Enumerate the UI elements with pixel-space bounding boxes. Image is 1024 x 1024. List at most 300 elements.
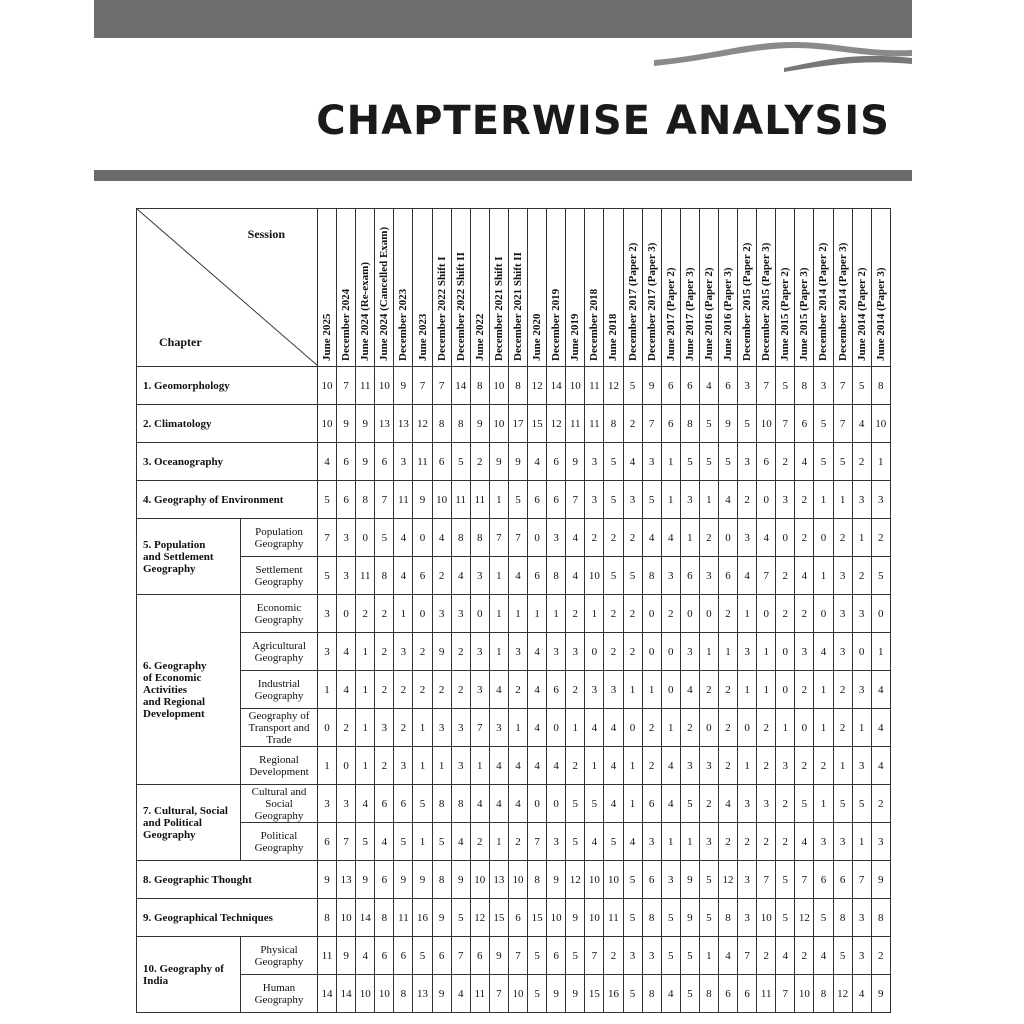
table-cell: 4: [470, 785, 489, 823]
table-cell: 8: [814, 975, 833, 1013]
table-cell: 3: [738, 633, 757, 671]
table-cell: 9: [356, 861, 375, 899]
session-header: [661, 209, 680, 367]
table-cell: 16: [413, 899, 432, 937]
table-cell: 4: [528, 633, 547, 671]
session-header-label: June 2018: [607, 313, 620, 361]
table-cell: 9: [432, 975, 451, 1013]
table-cell: 1: [394, 595, 413, 633]
table-cell: 2: [508, 823, 527, 861]
table-cell: 3: [852, 747, 871, 785]
table-cell: 8: [451, 785, 470, 823]
table-cell: 8: [642, 899, 661, 937]
table-cell: 7: [566, 481, 585, 519]
session-header: [585, 209, 604, 367]
table-cell: 10: [375, 367, 394, 405]
table-cell: 2: [604, 633, 623, 671]
table-cell: 0: [757, 481, 776, 519]
table-cell: 6: [680, 557, 699, 595]
table-cell: 2: [375, 595, 394, 633]
table-cell: 1: [661, 443, 680, 481]
table-cell: 3: [795, 633, 814, 671]
table-cell: 1: [356, 633, 375, 671]
table-cell: 1: [680, 823, 699, 861]
table-cell: 4: [604, 747, 623, 785]
table-cell: 3: [852, 481, 871, 519]
table-cell: 10: [318, 367, 337, 405]
table-cell: 2: [337, 709, 356, 747]
table-cell: 1: [508, 595, 527, 633]
session-header: [470, 209, 489, 367]
table-cell: 7: [833, 405, 852, 443]
table-cell: 6: [680, 367, 699, 405]
table-cell: 5: [738, 405, 757, 443]
table-cell: 6: [394, 785, 413, 823]
table-cell: 5: [528, 937, 547, 975]
table-cell: 4: [508, 747, 527, 785]
table-cell: 2: [508, 671, 527, 709]
table-cell: 1: [699, 481, 718, 519]
session-header-label: June 2016 (Paper 3): [722, 267, 735, 361]
table-cell: 5: [623, 975, 642, 1013]
table-cell: 11: [394, 899, 413, 937]
table-cell: 4: [718, 785, 737, 823]
table-cell: 8: [508, 367, 527, 405]
table-cell: 7: [318, 519, 337, 557]
table-cell: 5: [604, 443, 623, 481]
session-header-label: June 2024 (Cancelled Exam): [378, 226, 391, 361]
table-cell: 2: [718, 595, 737, 633]
table-cell: 11: [470, 975, 489, 1013]
table-row: [137, 443, 891, 481]
table-cell: 0: [776, 519, 795, 557]
table-cell: 5: [699, 861, 718, 899]
table-cell: 10: [489, 405, 508, 443]
table-row: [137, 709, 891, 747]
table-cell: 11: [356, 367, 375, 405]
table-cell: 11: [566, 405, 585, 443]
table-cell: 3: [852, 671, 871, 709]
table-cell: 4: [871, 747, 890, 785]
table-cell: 3: [699, 557, 718, 595]
table-cell: 8: [451, 519, 470, 557]
table-cell: 6: [547, 671, 566, 709]
table-cell: 10: [795, 975, 814, 1013]
table-cell: 2: [413, 671, 432, 709]
table-cell: 7: [489, 519, 508, 557]
subchapter-name: Regional Development: [241, 747, 318, 785]
table-cell: 5: [718, 443, 737, 481]
table-cell: 9: [566, 899, 585, 937]
table-cell: 4: [604, 709, 623, 747]
session-header: [394, 209, 413, 367]
table-cell: 3: [642, 443, 661, 481]
chapter-name: 2. Climatology: [137, 405, 318, 443]
table-cell: 5: [680, 443, 699, 481]
table-cell: 9: [508, 443, 527, 481]
table-cell: 2: [585, 519, 604, 557]
table-cell: 1: [814, 709, 833, 747]
table-row: [137, 861, 891, 899]
table-cell: 6: [718, 557, 737, 595]
table-cell: 5: [451, 899, 470, 937]
table-cell: 7: [413, 367, 432, 405]
table-row: [137, 405, 891, 443]
table-cell: 9: [432, 633, 451, 671]
table-cell: 6: [337, 443, 356, 481]
table-cell: 4: [566, 557, 585, 595]
table-cell: 9: [413, 861, 432, 899]
table-cell: 7: [375, 481, 394, 519]
table-row: [137, 367, 891, 405]
table-cell: 7: [795, 861, 814, 899]
table-cell: 5: [432, 823, 451, 861]
subchapter-name: Industrial Geography: [241, 671, 318, 709]
table-cell: 7: [470, 709, 489, 747]
table-cell: 6: [718, 975, 737, 1013]
table-cell: 1: [356, 671, 375, 709]
table-cell: 2: [470, 443, 489, 481]
table-cell: 3: [642, 937, 661, 975]
table-cell: 2: [871, 785, 890, 823]
session-header: [871, 209, 890, 367]
table-cell: 1: [489, 633, 508, 671]
table-cell: 2: [623, 633, 642, 671]
table-cell: 6: [318, 823, 337, 861]
table-cell: 7: [757, 367, 776, 405]
table-cell: 2: [718, 709, 737, 747]
table-cell: 2: [699, 671, 718, 709]
table-cell: 9: [718, 405, 737, 443]
table-cell: 3: [699, 823, 718, 861]
table-cell: 5: [566, 937, 585, 975]
table-cell: 8: [432, 405, 451, 443]
table-cell: 6: [375, 861, 394, 899]
table-cell: 5: [318, 481, 337, 519]
table-cell: 6: [508, 899, 527, 937]
chapterwise-analysis-table: [136, 208, 891, 1013]
table-cell: 4: [776, 937, 795, 975]
table-cell: 5: [871, 557, 890, 595]
table-cell: 2: [604, 937, 623, 975]
table-cell: 2: [795, 519, 814, 557]
table-cell: 1: [623, 785, 642, 823]
table-row: [137, 747, 891, 785]
table-cell: 5: [680, 785, 699, 823]
table-cell: 5: [776, 367, 795, 405]
subchapter-name: Physical Geography: [241, 937, 318, 975]
table-cell: 1: [814, 557, 833, 595]
table-cell: 7: [833, 367, 852, 405]
session-header: [642, 209, 661, 367]
table-cell: 0: [814, 595, 833, 633]
table-cell: 5: [375, 519, 394, 557]
table-cell: 3: [489, 709, 508, 747]
table-cell: 10: [508, 861, 527, 899]
table-cell: 3: [852, 937, 871, 975]
table-cell: 1: [508, 709, 527, 747]
table-cell: 6: [833, 861, 852, 899]
table-cell: 4: [661, 747, 680, 785]
table-cell: 2: [795, 747, 814, 785]
table-cell: 5: [451, 443, 470, 481]
table-cell: 4: [489, 785, 508, 823]
table-cell: 4: [661, 519, 680, 557]
table-cell: 0: [547, 709, 566, 747]
table-cell: 6: [642, 785, 661, 823]
table-row: [137, 823, 891, 861]
table-cell: 3: [337, 519, 356, 557]
table-cell: 0: [661, 671, 680, 709]
table-cell: 6: [528, 481, 547, 519]
table-cell: 12: [718, 861, 737, 899]
table-cell: 5: [318, 557, 337, 595]
table-cell: 1: [738, 747, 757, 785]
table-cell: 4: [757, 519, 776, 557]
table-cell: 9: [451, 861, 470, 899]
table-cell: 3: [318, 595, 337, 633]
table-cell: 5: [661, 899, 680, 937]
table-cell: 6: [413, 557, 432, 595]
table-cell: 2: [738, 823, 757, 861]
table-cell: 1: [757, 633, 776, 671]
table-cell: 1: [661, 481, 680, 519]
table-cell: 2: [776, 785, 795, 823]
table-cell: 1: [871, 633, 890, 671]
table-cell: 12: [413, 405, 432, 443]
table-cell: 0: [738, 709, 757, 747]
table-row: [137, 785, 891, 823]
table-cell: 12: [528, 367, 547, 405]
session-header: [413, 209, 432, 367]
table-cell: 2: [432, 557, 451, 595]
table-cell: 3: [375, 709, 394, 747]
table-cell: 0: [852, 633, 871, 671]
table-cell: 6: [814, 861, 833, 899]
table-cell: 7: [757, 557, 776, 595]
table-cell: 1: [661, 709, 680, 747]
table-cell: 7: [451, 937, 470, 975]
table-cell: 1: [489, 557, 508, 595]
table-cell: 8: [318, 899, 337, 937]
table-cell: 12: [566, 861, 585, 899]
table-row: [137, 633, 891, 671]
table-cell: 13: [337, 861, 356, 899]
table-cell: 4: [318, 443, 337, 481]
table-cell: 5: [585, 785, 604, 823]
table-cell: 5: [566, 823, 585, 861]
chapter-label: Chapter: [159, 335, 202, 349]
table-cell: 4: [489, 747, 508, 785]
table-cell: 13: [375, 405, 394, 443]
table-cell: 4: [585, 709, 604, 747]
table-cell: 2: [852, 557, 871, 595]
table-cell: 5: [814, 899, 833, 937]
table-cell: 5: [356, 823, 375, 861]
table-cell: 4: [394, 519, 413, 557]
session-label: Session: [247, 227, 285, 241]
table-cell: 14: [451, 367, 470, 405]
table-cell: 1: [852, 519, 871, 557]
table-cell: 2: [776, 823, 795, 861]
table-cell: 2: [757, 823, 776, 861]
table-cell: 9: [566, 443, 585, 481]
table-cell: 12: [547, 405, 566, 443]
table-cell: 2: [604, 519, 623, 557]
table-cell: 9: [566, 975, 585, 1013]
table-cell: 4: [356, 785, 375, 823]
table-cell: 3: [833, 633, 852, 671]
session-header: [528, 209, 547, 367]
table-cell: 9: [394, 367, 413, 405]
table-cell: 8: [528, 861, 547, 899]
table-cell: 3: [738, 519, 757, 557]
table-cell: 2: [852, 443, 871, 481]
table-cell: 3: [661, 861, 680, 899]
table-cell: 4: [604, 785, 623, 823]
table-cell: 4: [356, 937, 375, 975]
session-header: [680, 209, 699, 367]
table-cell: 11: [413, 443, 432, 481]
table-cell: 4: [871, 709, 890, 747]
table-cell: 2: [394, 671, 413, 709]
header-banner: [94, 0, 912, 72]
table-cell: 3: [585, 671, 604, 709]
subchapter-name: Geography of Transport and Trade: [241, 709, 318, 747]
table-cell: 1: [585, 595, 604, 633]
table-cell: 0: [642, 633, 661, 671]
table-cell: 5: [642, 481, 661, 519]
table-cell: 2: [833, 671, 852, 709]
session-header: [852, 209, 871, 367]
table-cell: 2: [757, 709, 776, 747]
table-cell: 1: [356, 747, 375, 785]
table-cell: 14: [356, 899, 375, 937]
table-cell: 0: [795, 709, 814, 747]
title-rule: [94, 170, 912, 181]
table-row: [137, 595, 891, 633]
session-header: [337, 209, 356, 367]
table-cell: 2: [699, 785, 718, 823]
table-cell: 1: [413, 747, 432, 785]
table-cell: 5: [394, 823, 413, 861]
table-cell: 5: [852, 367, 871, 405]
table-cell: 8: [871, 899, 890, 937]
table-cell: 1: [776, 709, 795, 747]
session-header-label: December 2023: [397, 288, 410, 361]
session-header-label: December 2017 (Paper 2): [626, 242, 639, 361]
table-cell: 1: [871, 443, 890, 481]
table-cell: 5: [566, 785, 585, 823]
table-row: [137, 519, 891, 557]
table-cell: 6: [375, 785, 394, 823]
table-cell: 1: [852, 823, 871, 861]
table-cell: 0: [413, 519, 432, 557]
table-cell: 4: [528, 443, 547, 481]
table-cell: 7: [432, 367, 451, 405]
table-cell: 14: [337, 975, 356, 1013]
table-cell: 15: [528, 899, 547, 937]
table-cell: 7: [738, 937, 757, 975]
session-header: [508, 209, 527, 367]
table-cell: 9: [413, 481, 432, 519]
table-cell: 4: [337, 671, 356, 709]
table-cell: 1: [642, 671, 661, 709]
table-cell: 3: [451, 709, 470, 747]
table-cell: 14: [318, 975, 337, 1013]
session-header-label: December 2022 Shift II: [454, 252, 467, 361]
table-cell: 13: [413, 975, 432, 1013]
table-cell: 16: [604, 975, 623, 1013]
table-cell: 3: [337, 785, 356, 823]
table-cell: 6: [375, 937, 394, 975]
table-cell: 6: [718, 367, 737, 405]
table-cell: 11: [604, 899, 623, 937]
table-cell: 1: [814, 671, 833, 709]
table-cell: 3: [738, 785, 757, 823]
table-cell: 15: [528, 405, 547, 443]
subchapter-name: Population Geography: [241, 519, 318, 557]
table-cell: 6: [375, 443, 394, 481]
table-cell: 3: [738, 899, 757, 937]
table-cell: 4: [680, 671, 699, 709]
table-cell: 1: [432, 747, 451, 785]
table-cell: 5: [814, 405, 833, 443]
session-header: [776, 209, 795, 367]
table-cell: 10: [757, 405, 776, 443]
session-header: [432, 209, 451, 367]
table-cell: 2: [718, 747, 737, 785]
table-cell: 3: [680, 747, 699, 785]
table-cell: 1: [699, 633, 718, 671]
table-cell: 3: [470, 671, 489, 709]
subchapter-name: Economic Geography: [241, 595, 318, 633]
table-cell: 3: [871, 481, 890, 519]
table-cell: 3: [451, 595, 470, 633]
table-cell: 6: [547, 937, 566, 975]
table-cell: 10: [585, 899, 604, 937]
table-cell: 2: [566, 671, 585, 709]
table-cell: 0: [776, 671, 795, 709]
table-cell: 4: [661, 975, 680, 1013]
table-cell: 2: [718, 823, 737, 861]
table-cell: 4: [585, 823, 604, 861]
table-cell: 5: [508, 481, 527, 519]
table-cell: 8: [394, 975, 413, 1013]
table-cell: 12: [604, 367, 623, 405]
table-cell: 5: [833, 937, 852, 975]
table-cell: 1: [718, 633, 737, 671]
table-cell: 1: [356, 709, 375, 747]
table-cell: 10: [757, 899, 776, 937]
table-cell: 7: [642, 405, 661, 443]
table-cell: 1: [623, 671, 642, 709]
table-cell: 4: [852, 405, 871, 443]
table-cell: 4: [489, 671, 508, 709]
chapter-name: 6. Geography of Economic Activities and Regional Development: [137, 595, 241, 785]
table-cell: 3: [738, 861, 757, 899]
session-header-label: December 2014 (Paper 2): [817, 242, 830, 361]
table-cell: 10: [356, 975, 375, 1013]
table-cell: 12: [470, 899, 489, 937]
table-cell: 0: [661, 633, 680, 671]
table-cell: 8: [718, 899, 737, 937]
table-cell: 5: [604, 481, 623, 519]
table-cell: 3: [470, 557, 489, 595]
table-cell: 6: [394, 937, 413, 975]
table-cell: 3: [547, 823, 566, 861]
table-cell: 3: [585, 443, 604, 481]
